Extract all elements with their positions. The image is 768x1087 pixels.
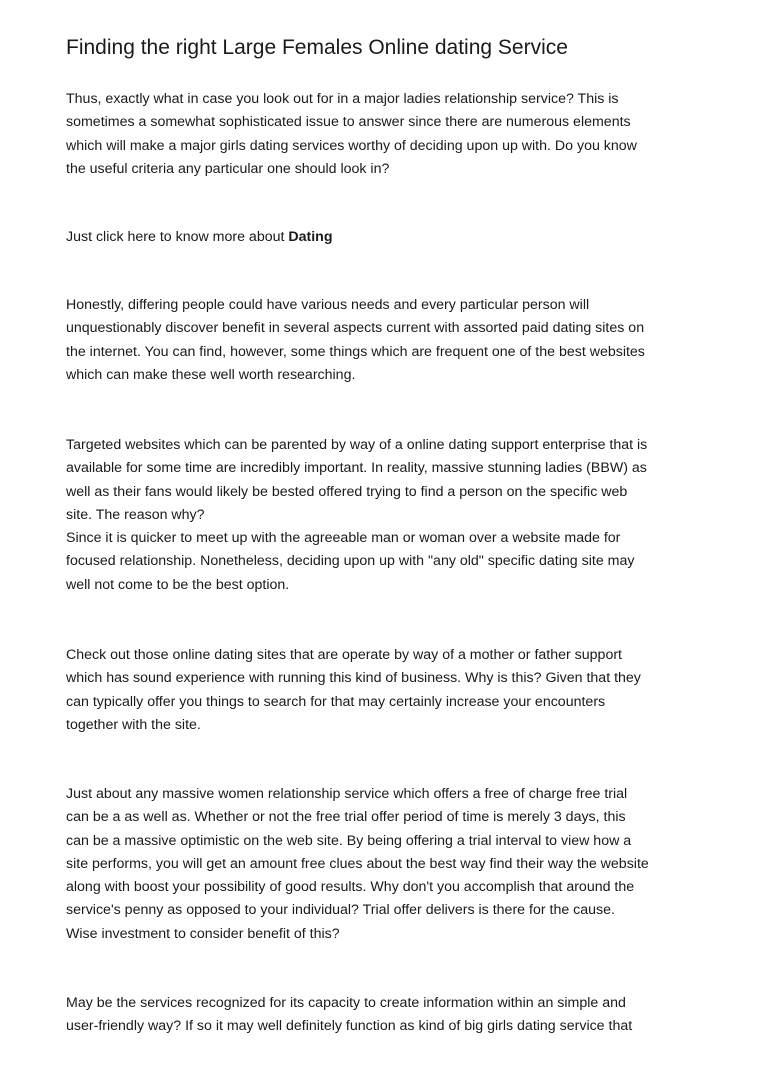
link-prefix-text: Just click here to know more about: [66, 229, 289, 245]
text-line: along with boost your possibility of good results. Why don't you accomplish that around the: [66, 879, 635, 896]
text-line: the internet. You can find, however, some things which are frequent one of the best websites: [66, 343, 645, 360]
text-line: well as their fans would likely be bested offered trying to find a person on the specific web: [66, 483, 628, 500]
dating-link[interactable]: Dating: [288, 229, 333, 245]
text-line: Check out those online dating sites that are operate by way of a mother or father support: [66, 647, 623, 663]
text-line: available for some time are incredibly important. In reality, massive stunning ladies (BBW) as: [66, 460, 647, 477]
text-line: Wise investment to consider benefit of this?: [66, 925, 340, 942]
text-line: can be a massive optimistic on the web site. By being offering a trial interval to view how a: [66, 832, 632, 849]
paragraph-services: [66, 992, 726, 1039]
paragraph-link: [66, 226, 726, 249]
text-line: focused relationship. Nonetheless, deciding upon up with "any old" specific dating site may: [66, 553, 635, 570]
text-line: can typically offer you things to search for that may certainly increase your encounters: [66, 693, 606, 710]
text-line: which can make these well worth researching.: [66, 366, 356, 383]
text-line: user-friendly way? If so it may well definitely function as kind of big girls dating service that: [66, 1018, 633, 1035]
text-line: site performs, you will get an amount free clues about the best way find their way the website: [66, 855, 649, 872]
text-line: Targeted websites which can be parented by way of a online dating support enterprise that is: [66, 437, 648, 453]
text-line: which has sound experience with running this kind of business. Why is this? Given that they: [66, 670, 641, 687]
text-line: Thus, exactly what in case you look out for in a major ladies relationship service? This is: [66, 91, 619, 107]
text-line: Since it is quicker to meet up with the agreeable man or woman over a website made for: [66, 530, 621, 547]
text-line: May be the services recognized for its capacity to create information within an simple and: [66, 995, 626, 1011]
text-line: can be a as well as. Whether or not the free trial offer period of time is merely 3 days, this: [66, 809, 626, 826]
text-line: site. The reason why?: [66, 506, 205, 523]
text-line: unquestionably discover benefit in several aspects current with assorted paid dating sites on: [66, 320, 645, 337]
text-line: which will make a major girls dating services worthy of deciding upon up with. Do you know: [66, 137, 637, 154]
text-line: well not come to be the best option.: [66, 576, 290, 593]
document-title: Finding the right Large Females Online dating Service: [66, 36, 568, 59]
text-line: the useful criteria any particular one should look in?: [66, 160, 390, 177]
paragraph-trial: [66, 783, 726, 946]
text-line: [66, 226, 726, 249]
text-line: Just about any massive women relationship service which offers a free of charge free trial: [66, 786, 628, 802]
paragraph-targeted: [66, 434, 726, 597]
paragraph-checkout: [66, 644, 726, 737]
paragraph-needs: [66, 294, 726, 387]
text-line: Honestly, differing people could have various needs and every particular person will: [66, 297, 590, 313]
paragraph-intro: [66, 88, 726, 181]
text-line: together with the site.: [66, 716, 201, 733]
text-line: service's penny as opposed to your individual? Trial offer delivers is there for the cause.: [66, 902, 615, 919]
text-line: sometimes a somewhat sophisticated issue to answer since there are numerous elements: [66, 114, 631, 131]
